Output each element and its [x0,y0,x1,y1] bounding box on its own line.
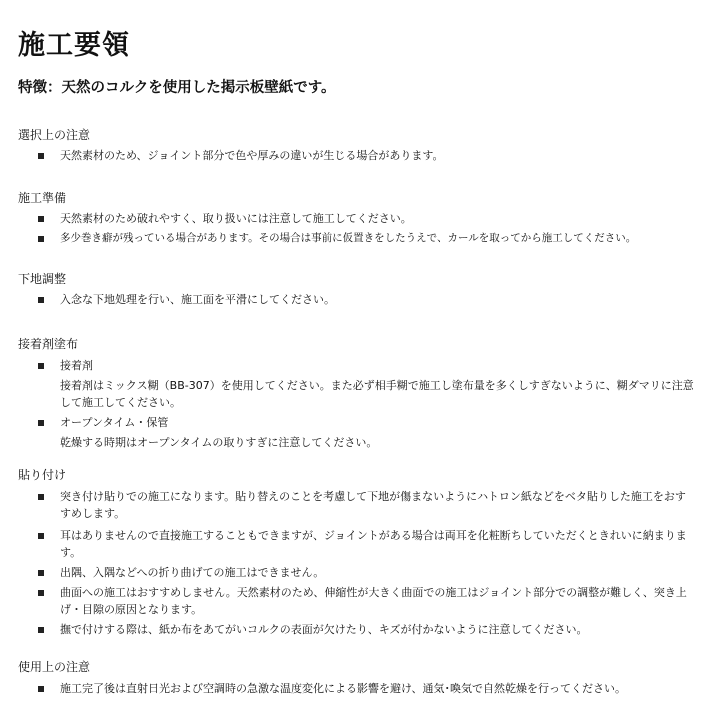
list-item: 多少巻き癖が残っている場合があります。その場合は事前に仮置きをしたうえで、カールを取ってから施工してください。 [60,232,637,244]
section-heading-selection: 選択上の注意 [18,128,91,142]
list-item: 耳はありませんので直接施工することもできますが、ジョイントがある場合は両耳を化粧断ちしていただくときれいに納まります。 [60,529,687,559]
section-heading-substrate: 下地調整 [18,272,67,286]
list-item: 天然素材のため、ジョイント部分で色や厚みの違いが生じる場合があります。 [60,149,444,162]
page-title: 施工要領 [18,30,130,61]
section-heading-installation: 貼り付け [18,468,67,482]
bullet-icon [38,363,44,369]
bullet-icon [38,297,44,303]
bullet-icon [38,236,44,242]
page-subtitle: 特徴：天然のコルクを使用した掲示板壁紙です。 [18,80,336,96]
bullet-icon [38,570,44,576]
list-item: 天然素材のため破れやすく、取り扱いには注意して施工してください。 [60,212,412,225]
section-heading-preparation: 施工準備 [18,191,67,205]
list-item-detail: 接着剤はミックス糊（BB-307）を使用してください。また必ず相手糊で施工し塗布量を多くしすぎないように、糊ダマリに注意して施工してください。 [60,379,694,409]
list-item: 突き付け貼りでの施工になります。貼り替えのことを考慮して下地が傷まないようにハトロン紙などをベタ貼りした施工をおすすめします。 [60,490,686,520]
list-item: 出隅、入隅などへの折り曲げての施工はできません。 [60,566,325,579]
list-item-detail: 乾燥する時期はオープンタイムの取りすぎに注意してください。 [60,436,378,449]
list-item: 曲面への施工はおすすめしません。天然素材のため、伸縮性が大きく曲面での施工はジョイント部分での調整が難しく、突き上げ・目隙の原因となります。 [60,586,687,616]
bullet-icon [38,420,44,426]
bullet-icon [38,216,44,222]
bullet-icon [38,153,44,159]
section-heading-adhesive: 接着剤塗布 [18,337,79,351]
list-item-label: 接着剤 [60,359,93,372]
bullet-icon [38,533,44,539]
list-item-label: オープンタイム・保管 [60,416,169,429]
list-item: 撫で付けする際は、紙か布をあてがいコルクの表面が欠けたり、キズが付かないように注意してください。 [60,623,588,636]
section-heading-usage: 使用上の注意 [18,660,91,674]
list-item: 施工完了後は直射日光および空調時の急激な温度変化による影響を避け、通気･喚気で自然乾燥を行ってください。 [60,682,627,695]
bullet-icon [38,590,44,596]
bullet-icon [38,686,44,692]
list-item: 入念な下地処理を行い、施工面を平滑にしてください。 [60,293,335,306]
bullet-icon [38,627,44,633]
bullet-icon [38,494,44,500]
